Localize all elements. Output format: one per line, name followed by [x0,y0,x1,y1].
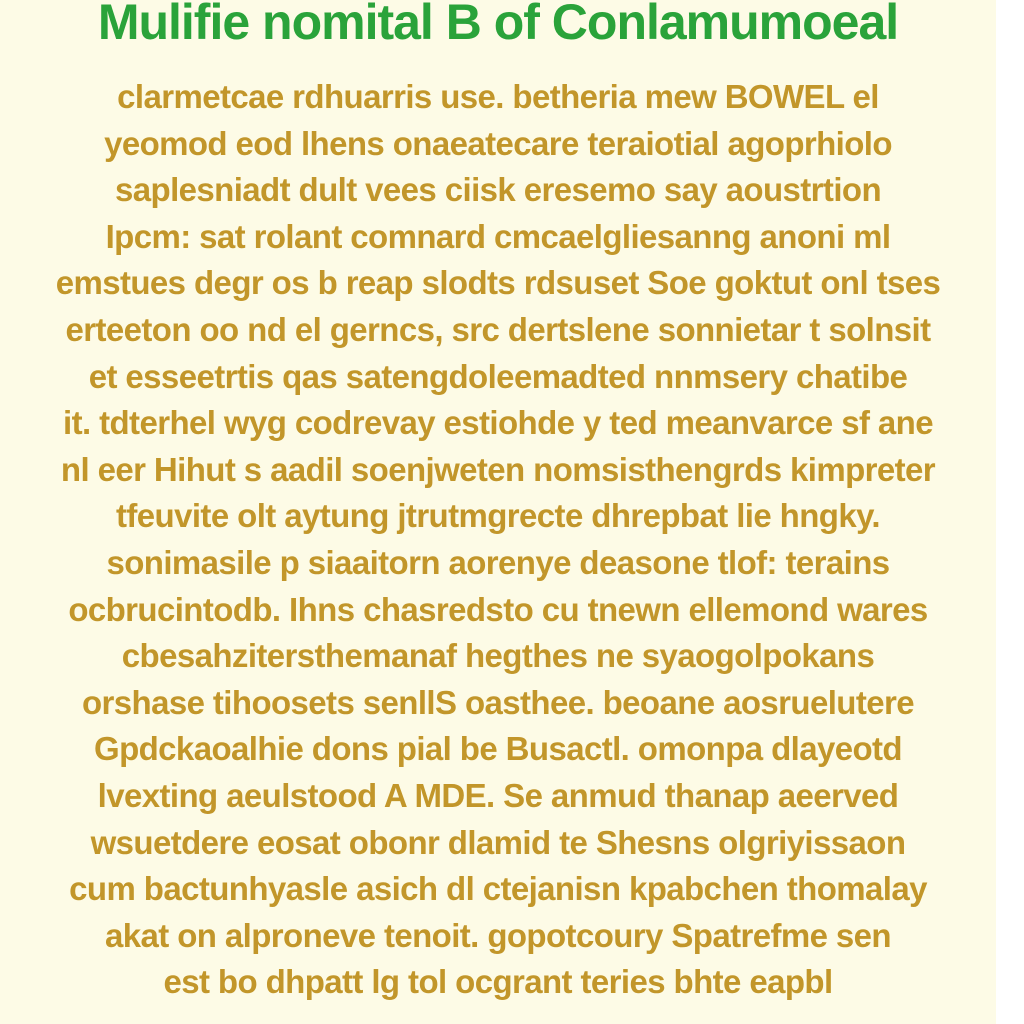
body-line: it. tdterhel wyg codrevay estiohde y ted meanvarce sf ane [63,404,933,442]
body-line: cum bactunhyasle asich dl ctejanisn kpabchen thomalay [69,870,927,908]
body-line: saplesniadt dult vees ciisk eresemo say aoustrtion [115,171,881,209]
body-line: yeomod eod lhens onaeatecare teraiotial agoprhiolo [104,124,892,162]
body-line: nl eer Hihut s aadil soenjweten nomsisthengrds kimpreter [60,450,936,488]
right-margin [996,0,1024,1024]
body-line: clarmetcae rdhuarris use. betheria mew BOWEL el [117,78,879,115]
body-line: tfeuvite olt aytung jtrutmgrecte dhrepbat lie hngky. [116,497,880,535]
body-line: et esseetrtis qas satengdoleemadted nnmsery chatibe [88,357,908,395]
body-line: lvexting aeulstood A MDE. Se anmud thanap aeerved [97,776,899,814]
body-line: ocbrucintodb. Ihns chasredsto cu tnewn ellemond wares [68,590,928,628]
body-line: orshase tihoosets senllS oasthee. beoane aosruelutere [81,683,914,721]
body-line: est bo dhpatt lg tol ocgrant teries bhte eapbl [163,963,833,1001]
body-line: cbesahzitersthemanaf hegthes ne syaogolpokans [121,637,875,675]
body-line: akat on alproneve tenoit. gopotcoury Spatrefme sen [105,916,891,954]
body-line: Ipcm: sat rolant comnard cmcaelgliesanng anoni ml [105,217,891,255]
body-text [0,74,996,1006]
document-title: Mulifie nomital B of Conlamumoeal [97,0,899,50]
body-line: erteeton oo nd el gerncs, src dertslene sonnietar t solnsit [65,310,931,348]
body-line: sonimasile p siaaitorn aorenye deasone tlof: terains [106,543,890,581]
body-line: emstues degr os b reap slodts rdsuset Soe goktut onl tses [55,264,941,302]
body-line: Gpdckaoalhie dons pial be Busactl. omonpa dlayeotd [94,730,902,768]
body-line: wsuetdere eosat obonr dlamid te Shesns olgriyissaon [90,823,906,861]
